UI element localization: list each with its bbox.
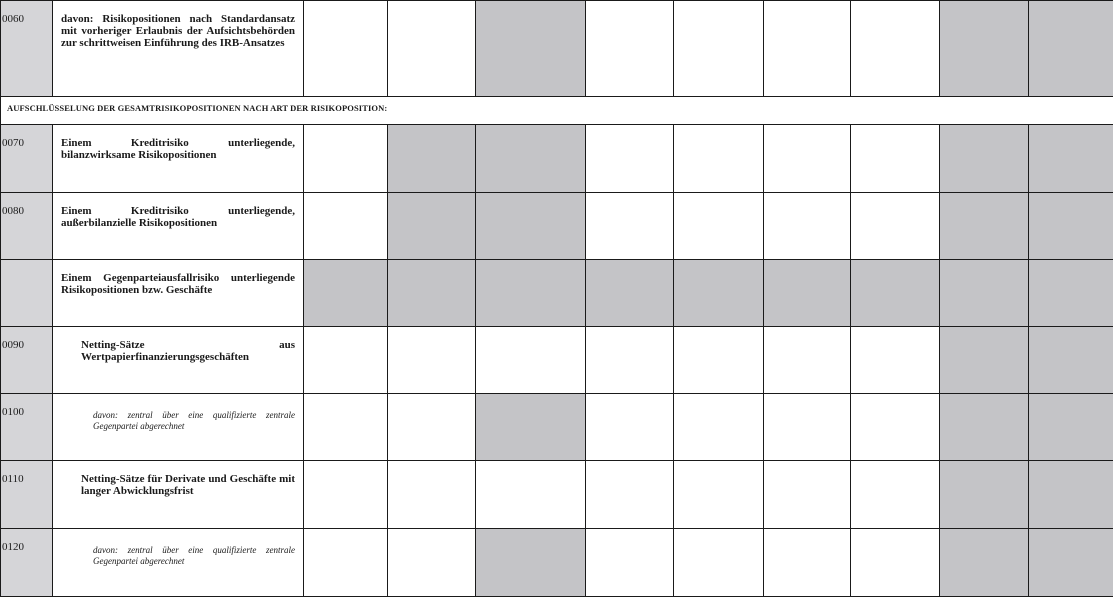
shaded-cell — [476, 1, 586, 97]
input-cell[interactable] — [674, 394, 764, 461]
row-code: 0070 — [1, 125, 53, 193]
input-cell[interactable] — [674, 327, 764, 394]
input-cell[interactable] — [304, 394, 388, 461]
input-cell[interactable] — [388, 394, 476, 461]
table-row — [1, 1, 1113, 97]
shaded-cell — [476, 260, 586, 327]
input-cell[interactable] — [851, 394, 940, 461]
row-code — [1, 260, 53, 327]
input-cell[interactable] — [304, 125, 388, 193]
input-cell[interactable] — [388, 327, 476, 394]
input-cell[interactable] — [304, 193, 388, 260]
input-cell[interactable] — [586, 529, 674, 597]
input-cell[interactable] — [851, 327, 940, 394]
shaded-cell — [940, 461, 1029, 529]
row-label: Netting-Sätze aus Wertpapierfinanzierungsgeschäften — [53, 327, 304, 394]
table-row — [1, 260, 1113, 327]
input-cell[interactable] — [304, 1, 388, 97]
section-header-row — [1, 97, 1113, 125]
input-cell[interactable] — [586, 125, 674, 193]
input-cell[interactable] — [586, 461, 674, 529]
row-label: Einem Kreditrisiko unterliegende, außerbilanzielle Risikopositionen — [53, 193, 304, 260]
input-cell[interactable] — [388, 529, 476, 597]
input-cell[interactable] — [764, 1, 851, 97]
input-cell[interactable] — [851, 1, 940, 97]
input-cell[interactable] — [764, 125, 851, 193]
row-code: 0080 — [1, 193, 53, 260]
input-cell[interactable] — [674, 1, 764, 97]
input-cell[interactable] — [674, 193, 764, 260]
row-code: 0090 — [1, 327, 53, 394]
input-cell[interactable] — [586, 394, 674, 461]
input-cell[interactable] — [586, 1, 674, 97]
input-cell[interactable] — [764, 529, 851, 597]
shaded-cell — [388, 193, 476, 260]
shaded-cell — [586, 260, 674, 327]
table-row — [1, 327, 1113, 394]
input-cell[interactable] — [674, 125, 764, 193]
input-cell[interactable] — [851, 529, 940, 597]
row-code: 0100 — [1, 394, 53, 461]
shaded-cell — [764, 260, 851, 327]
row-code: 0110 — [1, 461, 53, 529]
input-cell[interactable] — [764, 394, 851, 461]
input-cell[interactable] — [674, 529, 764, 597]
shaded-cell — [476, 394, 586, 461]
input-cell[interactable] — [764, 327, 851, 394]
shaded-cell — [940, 1, 1029, 97]
row-label: Netting-Sätze für Derivate und Geschäfte mit langer Abwicklungsfrist — [53, 461, 304, 529]
input-cell[interactable] — [304, 327, 388, 394]
shaded-cell — [1029, 394, 1113, 461]
shaded-cell — [476, 193, 586, 260]
shaded-cell — [1029, 461, 1113, 529]
shaded-cell — [940, 125, 1029, 193]
row-label: Einem Kreditrisiko unterliegende, bilanzwirksame Risikopositionen — [53, 125, 304, 193]
shaded-cell — [674, 260, 764, 327]
shaded-cell — [476, 529, 586, 597]
table-row — [1, 394, 1113, 461]
shaded-cell — [851, 260, 940, 327]
shaded-cell — [1029, 1, 1113, 97]
row-code: 0060 — [1, 1, 53, 97]
shaded-cell — [940, 260, 1029, 327]
shaded-cell — [940, 327, 1029, 394]
table-row — [1, 125, 1113, 193]
row-label: Einem Gegenparteiausfallrisiko unterliegende Risikopositionen bzw. Geschäfte — [53, 260, 304, 327]
shaded-cell — [940, 394, 1029, 461]
shaded-cell — [940, 193, 1029, 260]
shaded-cell — [1029, 193, 1113, 260]
row-code: 0120 — [1, 529, 53, 597]
input-cell[interactable] — [764, 193, 851, 260]
row-label: davon: zentral über eine qualifizierte zentrale Gegenpartei abgerechnet — [53, 394, 304, 461]
shaded-cell — [1029, 260, 1113, 327]
shaded-cell — [1029, 529, 1113, 597]
shaded-cell — [1029, 327, 1113, 394]
table-row — [1, 193, 1113, 260]
input-cell[interactable] — [764, 461, 851, 529]
table-row — [1, 461, 1113, 529]
shaded-cell — [476, 125, 586, 193]
shaded-cell — [388, 260, 476, 327]
input-cell[interactable] — [586, 193, 674, 260]
row-label: davon: zentral über eine qualifizierte zentrale Gegenpartei abgerechnet — [53, 529, 304, 597]
shaded-cell — [388, 125, 476, 193]
input-cell[interactable] — [851, 461, 940, 529]
shaded-cell — [940, 529, 1029, 597]
input-cell[interactable] — [388, 1, 476, 97]
input-cell[interactable] — [586, 327, 674, 394]
shaded-cell — [304, 260, 388, 327]
table-row — [1, 529, 1113, 597]
input-cell[interactable] — [851, 193, 940, 260]
input-cell[interactable] — [476, 327, 586, 394]
input-cell[interactable] — [388, 461, 476, 529]
input-cell[interactable] — [304, 461, 388, 529]
input-cell[interactable] — [851, 125, 940, 193]
input-cell[interactable] — [304, 529, 388, 597]
section-title: AUFSCHLÜSSELUNG DER GESAMTRISIKOPOSITIONEN NACH ART DER RISIKOPOSITION: — [1, 97, 1113, 125]
shaded-cell — [1029, 125, 1113, 193]
input-cell[interactable] — [476, 461, 586, 529]
input-cell[interactable] — [674, 461, 764, 529]
row-label: davon: Risikopositionen nach Standardansatz mit vorheriger Erlaubnis der Aufsichtsbehörden zur schrittweisen Einführung des IRB-Ansatzes — [53, 1, 304, 97]
